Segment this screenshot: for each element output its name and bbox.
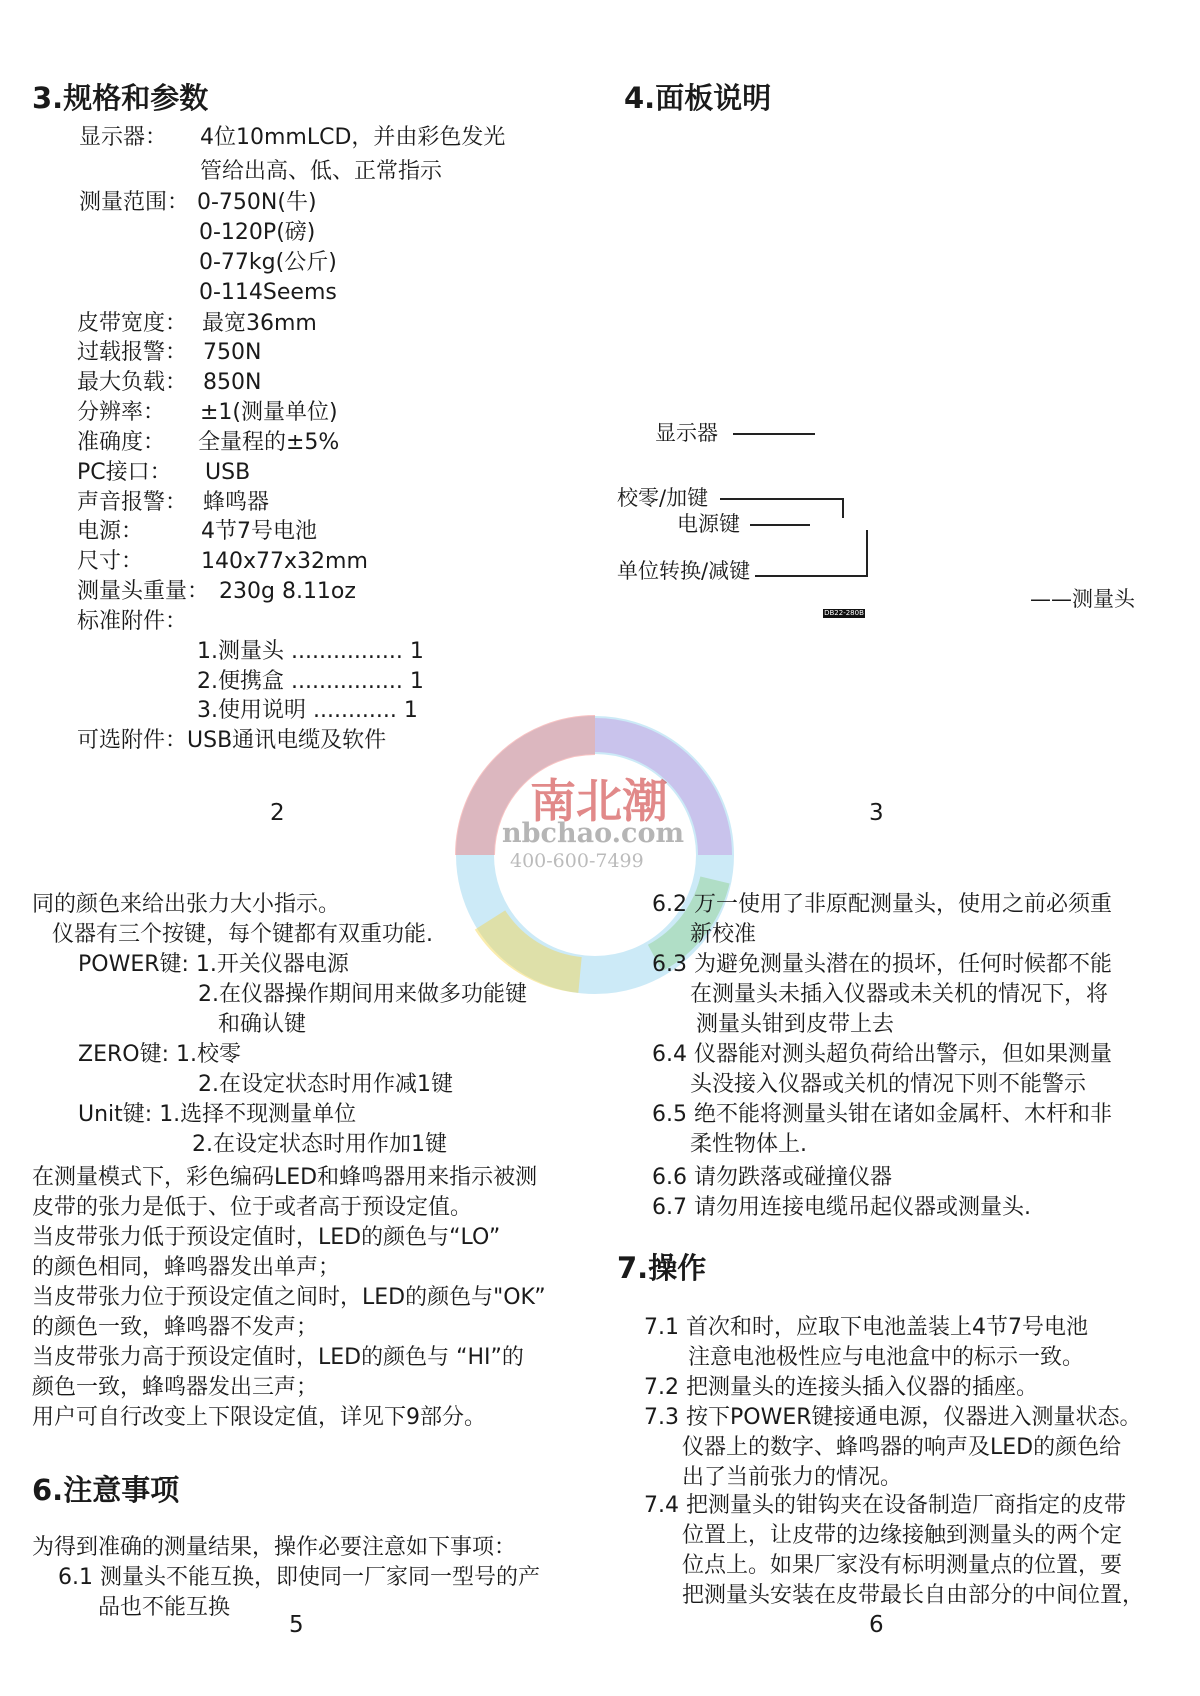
op-7-1: 7.1 首次和时，应取下电池盖装上4节7号电池 xyxy=(644,1315,1088,1340)
model-tag: DB22-280B xyxy=(824,609,864,617)
note-6-3-cont: 在测量头未插入仪器或未关机的情况下，将 xyxy=(690,982,1109,1007)
power-leader-line xyxy=(750,524,810,526)
note-6-4: 6.4 仪器能对测头超负荷给出警示，但如果测量 xyxy=(652,1042,1112,1067)
zero-key-desc-2: 2.在设定状态时用作减1键 xyxy=(198,1072,453,1097)
zero-key-desc: ZERO键: 1.校零 xyxy=(78,1042,241,1067)
display-label: 显示器： xyxy=(79,125,168,150)
power-value: 4节7号电池 xyxy=(201,519,317,544)
op-7-3-cont2: 出了当前张力的情况。 xyxy=(682,1465,903,1490)
range-value-2: 0-120P(磅) xyxy=(199,220,316,245)
range-label: 测量范围： xyxy=(79,190,190,215)
maxload-value: 850N xyxy=(203,370,262,395)
note-6-5-cont: 柔性物体上. xyxy=(690,1132,807,1157)
op-7-4-cont: 位置上，让皮带的边缘接触到测量头的两个定 xyxy=(682,1523,1123,1548)
zero-leader-line xyxy=(720,498,844,500)
opt-acc: 可选附件：USB通讯电缆及软件 xyxy=(77,728,387,753)
p5-mode-1: 在测量模式下，彩色编码LED和蜂鸣器用来指示被测 xyxy=(32,1165,538,1190)
sound-label: 声音报警： xyxy=(77,490,188,515)
note-6-7: 6.7 请勿用连接电缆吊起仪器或测量头. xyxy=(652,1195,1031,1220)
maxload-label: 最大负载： xyxy=(77,370,188,395)
note-6-1: 6.1 测量头不能互换，即使同一厂家同一型号的产 xyxy=(58,1565,540,1590)
resolution-label: 分辨率： xyxy=(77,400,166,425)
p5-mode-5: 当皮带张力位于预设定值之间时，LED的颜色与"OK” xyxy=(32,1285,546,1310)
std-acc-label: 标准附件： xyxy=(77,609,188,634)
op-7-4-cont2: 位点上。如果厂家没有标明测量点的位置，要 xyxy=(682,1553,1123,1578)
operation-title: 7.操作 xyxy=(617,1251,707,1285)
page-number-3: 3 xyxy=(869,800,884,826)
p5-line-2: 仪器有三个按键，每个键都有双重功能. xyxy=(52,922,433,947)
zero-leader-drop xyxy=(842,498,844,518)
page-number-6: 6 xyxy=(869,1612,884,1638)
note-6-4-cont: 头没接入仪器或关机的情况下则不能警示 xyxy=(690,1072,1087,1097)
unit-key-desc-2: 2.在设定状态时用作加1键 xyxy=(192,1132,447,1157)
power-label: 电源： xyxy=(77,519,144,544)
panel-display-label: 显示器 xyxy=(655,421,718,445)
range-value-1: 0-750N(牛) xyxy=(197,190,317,215)
watermark-brand: 南北潮 xyxy=(530,774,668,828)
power-key-desc: POWER键: 1.开关仪器电源 xyxy=(78,952,349,977)
resolution-value: ±1(测量单位) xyxy=(200,400,338,425)
p5-mode-6: 的颜色一致，蜂鸣器不发声； xyxy=(32,1315,319,1340)
range-value-3: 0-77kg(公斤) xyxy=(199,250,337,275)
overload-label: 过载报警： xyxy=(77,340,188,365)
page-number-2: 2 xyxy=(270,800,285,826)
sound-value: 蜂鸣器 xyxy=(203,490,270,515)
note-6-3: 6.3 为避免测量头潜在的损坏，任何时候都不能 xyxy=(652,952,1112,977)
std-acc-item-2: 2.便携盒 ................ 1 xyxy=(197,669,424,694)
op-7-1-cont: 注意电池极性应与电池盒中的标示一致。 xyxy=(688,1345,1085,1370)
p5-mode-4: 的颜色相同，蜂鸣器发出单声； xyxy=(32,1255,341,1280)
watermark-phone: 400-600-7499 xyxy=(510,850,644,872)
pc-label: PC接口： xyxy=(77,460,172,485)
size-value: 140x77x32mm xyxy=(201,549,368,574)
unit-leader-rise xyxy=(866,530,868,577)
p5-mode-8: 颜色一致，蜂鸣器发出三声； xyxy=(32,1375,319,1400)
watermark-site: nbchao.com xyxy=(502,818,685,849)
p5-mode-3: 当皮带张力低于预设定值时，LED的颜色与“LO” xyxy=(32,1225,501,1250)
panel-unit-minus-label: 单位转换/减键 xyxy=(617,559,751,583)
panel-zero-plus-label: 校零/加键 xyxy=(617,486,709,510)
belt-label: 皮带宽度： xyxy=(77,311,188,336)
std-acc-item-1: 1.测量头 ................ 1 xyxy=(197,639,424,664)
pc-value: USB xyxy=(205,460,251,485)
op-7-4-cont3: 把测量头安装在皮带最长自由部分的中间位置， xyxy=(682,1583,1145,1608)
panel-title: 4.面板说明 xyxy=(624,81,772,115)
note-6-6: 6.6 请勿跌落或碰撞仪器 xyxy=(652,1165,892,1190)
power-key-desc-3: 和确认键 xyxy=(218,1012,307,1037)
p5-line-1: 同的颜色来给出张力大小指示。 xyxy=(32,892,341,917)
panel-power-key-label: 电源键 xyxy=(677,512,740,536)
display-value-line1: 4位10mmLCD，并由彩色发光 xyxy=(200,125,506,150)
size-label: 尺寸： xyxy=(77,549,144,574)
op-7-4: 7.4 把测量头的钳钩夹在设备制造厂商指定的皮带 xyxy=(644,1493,1126,1518)
spec-title: 3.规格和参数 xyxy=(32,81,209,115)
unit-leader-line xyxy=(755,575,867,577)
power-key-desc-2: 2.在仪器操作期间用来做多功能键 xyxy=(198,982,527,1007)
display-value-line2: 管给出高、低、正常指示 xyxy=(200,159,443,184)
op-7-3-cont: 仪器上的数字、蜂鸣器的响声及LED的颜色给 xyxy=(682,1435,1122,1460)
note-6-2: 6.2 万一使用了非原配测量头，使用之前必须重 xyxy=(652,892,1112,917)
note-6-5: 6.5 绝不能将测量头钳在诸如金属杆、木杆和非 xyxy=(652,1102,1112,1127)
page-number-5: 5 xyxy=(289,1612,304,1638)
panel-head-label: ——测量头 xyxy=(1030,587,1135,611)
accuracy-label: 准确度： xyxy=(77,430,166,455)
notes-title: 6.注意事项 xyxy=(32,1473,180,1507)
p5-mode-7: 当皮带张力高于预设定值时，LED的颜色与 “HI”的 xyxy=(32,1345,524,1370)
note-6-2-cont: 新校准 xyxy=(690,922,757,947)
notes-intro: 为得到准确的测量结果，操作必要注意如下事项： xyxy=(32,1535,517,1560)
unit-key-desc: Unit键: 1.选择不现测量单位 xyxy=(78,1102,357,1127)
head-weight-label: 测量头重量： xyxy=(77,579,210,604)
note-6-3-cont2: 测量头钳到皮带上去 xyxy=(696,1012,895,1037)
note-6-1-cont: 品也不能互换 xyxy=(98,1595,231,1620)
display-leader-line xyxy=(733,433,815,435)
op-7-2: 7.2 把测量头的连接头插入仪器的插座。 xyxy=(644,1375,1038,1400)
op-7-3: 7.3 按下POWER键接通电源，仪器进入测量状态。 xyxy=(644,1405,1142,1430)
head-weight-value: 230g 8.11oz xyxy=(219,579,356,604)
range-value-4: 0-114Seems xyxy=(199,280,337,305)
belt-value: 最宽36mm xyxy=(202,311,317,336)
overload-value: 750N xyxy=(203,340,262,365)
accuracy-value: 全量程的±5% xyxy=(198,430,340,455)
std-acc-item-3: 3.使用说明 ............ 1 xyxy=(197,698,418,723)
p5-mode-2: 皮带的张力是低于、位于或者高于预设定值。 xyxy=(32,1195,473,1220)
p5-mode-9: 用户可自行改变上下限设定值，详见下9部分。 xyxy=(32,1405,486,1430)
